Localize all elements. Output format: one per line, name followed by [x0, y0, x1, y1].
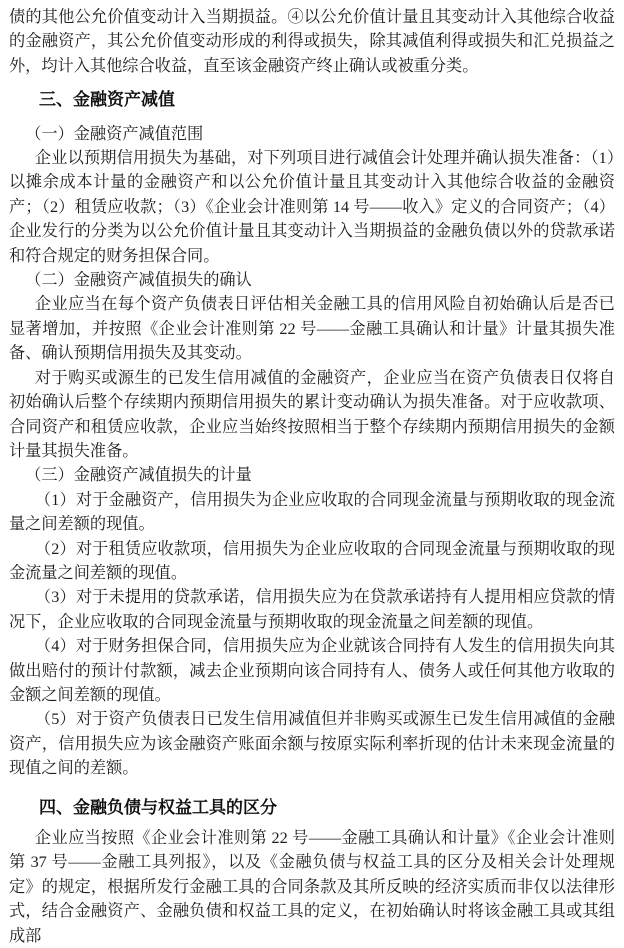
body-paragraph-item-4: （4）对于财务担保合同，信用损失应为企业就该合同持有人发生的信用损失向其做出赔付的预计付款额，减去企业预期向该合同持有人、债务人或任何其他方收取的金额之间差额的现值。 — [9, 637, 615, 704]
body-paragraph: 企业以预期信用损失为基础，对下列项目进行减值会计处理并确认损失准备：（1）以摊余成本计量的金融资产和以公允价值计量且其变动计入其他综合收益的金融资产；（2）租赁应收款；（3）《企业会计准则第 14 号——收入》定义的合同资产；（4）企业发行的分类为以公允价值计量且其变动计入当期损益的金融负债以外的贷款承诺和符合规定的财务担保合同。 — [9, 149, 615, 265]
body-paragraph-item-2: （2）对于租赁应收款项，信用损失为企业应收取的合同现金流量与预期收取的现金流量之间差额的现值。 — [9, 539, 615, 582]
body-paragraph-item-3: （3）对于未提用的贷款承诺，信用损失应为在贷款承诺持有人提用相应贷款的情况下，企业应收取的合同现金流量与预期收取的现金流量之间差额的现值。 — [9, 588, 615, 631]
body-paragraph-continuation: 债的其他公允价值变动计入当期损益。④以公允价值计量且其变动计入其他综合收益的金融资产，其公允价值变动形成的利得或损失，除其减值利得或损失和汇兑损益之外，均计入其他综合收益，直至该金融资产终止确认或被重分类。 — [9, 8, 615, 75]
body-paragraph-item-1: （1）对于金融资产，信用损失为企业应收取的合同现金流量与预期收取的现金流量之间差额的现值。 — [9, 490, 615, 534]
subsection-heading-3: （三）金融资产减值损失的计量 — [25, 466, 252, 485]
subsection-heading-2: （二）金融资产减值损失的确认 — [25, 271, 252, 290]
body-paragraph-item-5: （5）对于资产负债表日已发生信用减值但并非购买或源生已发生信用减值的金融资产，信用损失应为该金融资产账面余额与按原实际利率折现的估计未来现金流量的现值之间的差额。 — [9, 710, 615, 778]
section-heading-4: 四、金融负债与权益工具的区分 — [39, 797, 277, 817]
body-paragraph: 企业应当在每个资产负债表日评估相关金融工具的信用风险自初始确认后是否已显著增加，并按照《企业会计准则第 22 号——金融工具确认和计量》计量其损失准备、确认预期信用损失及其变动。 — [9, 295, 615, 363]
section-heading-3: 三、金融资产减值 — [39, 90, 175, 110]
body-paragraph-truncated: 企业应当按照《企业会计准则第 22 号——金融工具确认和计量》《企业会计准则第 37 号——金融工具列报》，以及《金融负债与权益工具的区分及相关会计处理规定》的规定，根据所发行金融工具的合同条款及其所反映的经济实质而非仅以法律形式，结合金融资产、金融负债和权益工具的定义，在初始确认时将该金融工具或其组成部 — [9, 829, 615, 945]
body-paragraph: 对于购买或源生的已发生信用减值的金融资产，企业应当在资产负债表日仅将自初始确认后整个存续期内预期信用损失的累计变动确认为损失准备。对于应收款项、合同资产和租赁应收款，企业应当始终按照相当于整个存续期内预期信用损失的金额计量其损失准备。 — [9, 368, 615, 460]
subsection-heading-1: （一）金融资产减值范围 — [25, 124, 204, 143]
